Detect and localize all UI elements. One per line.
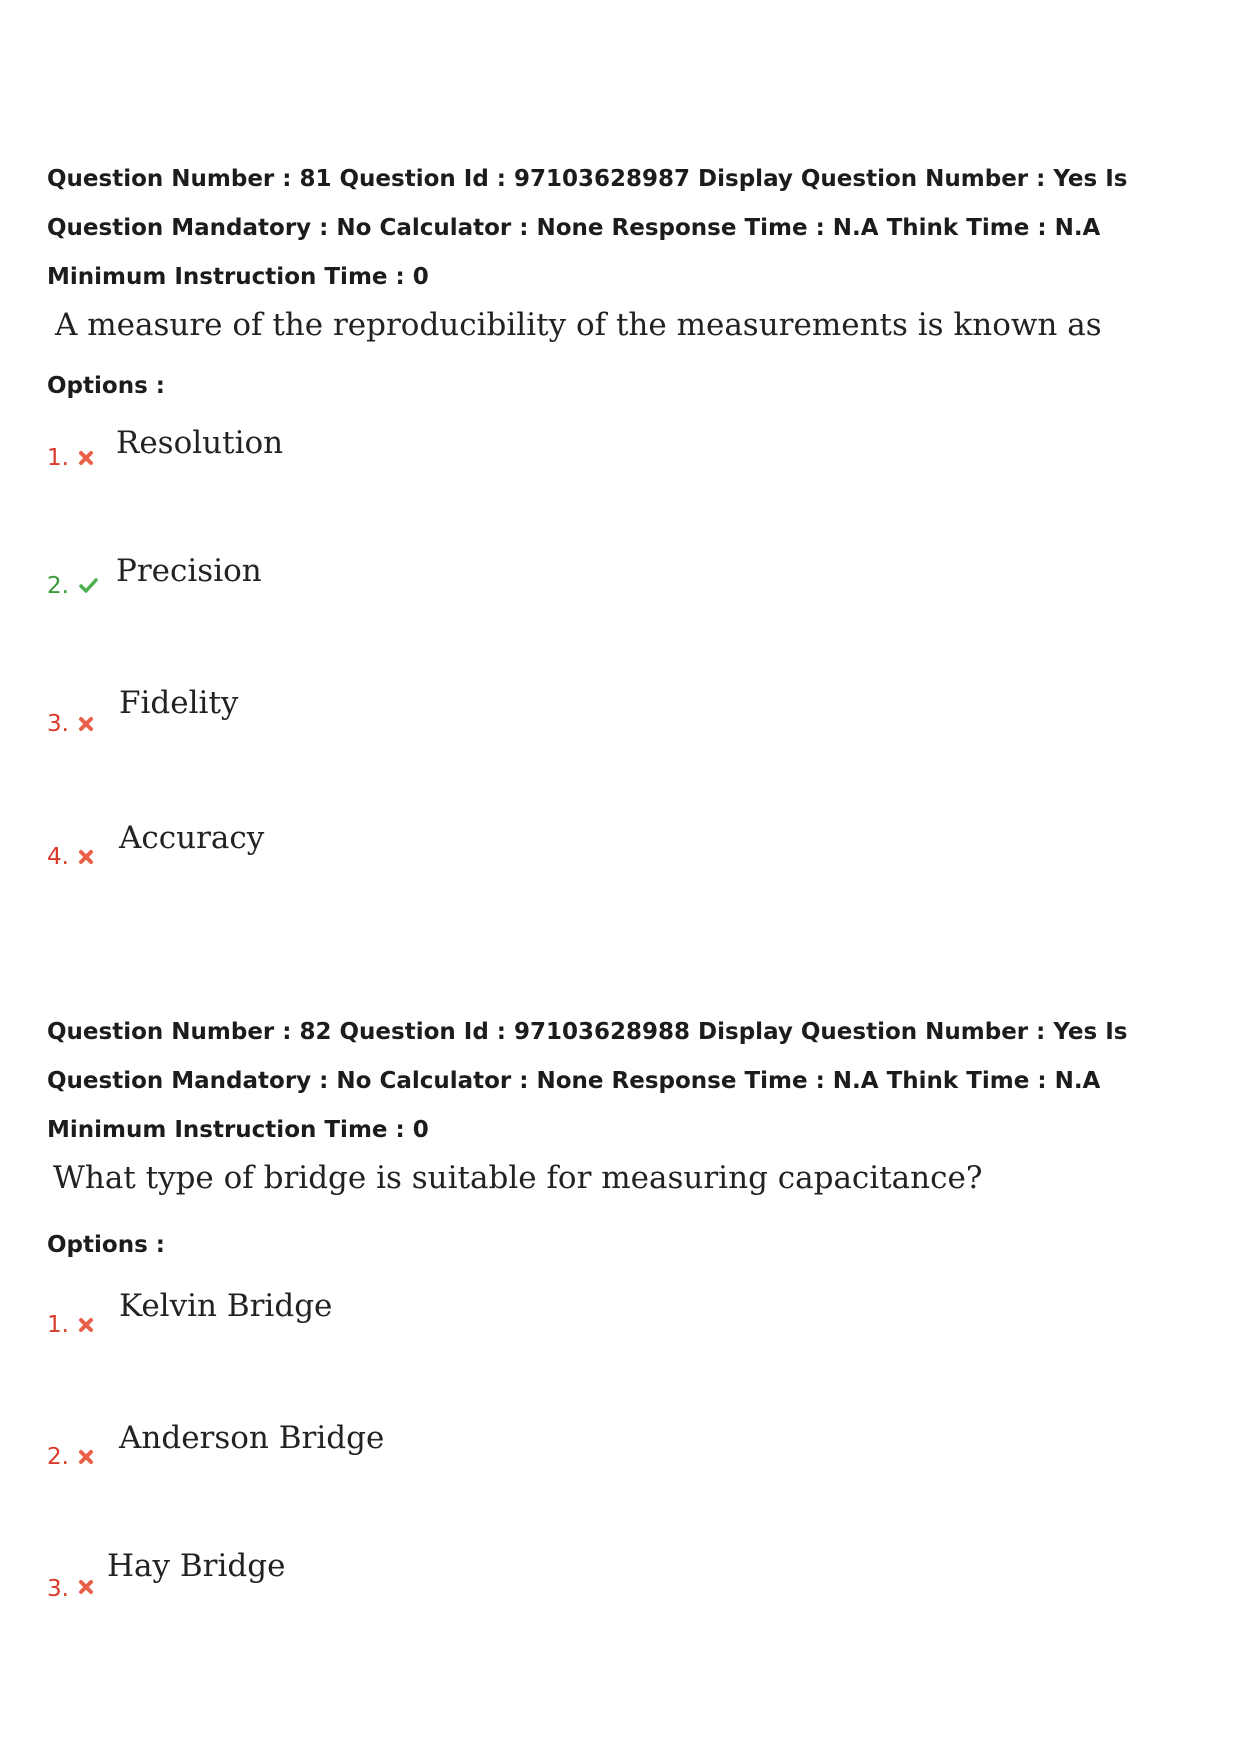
option-1[interactable] [47, 425, 747, 485]
option-text: Kelvin Bridge [119, 1288, 333, 1324]
cross-icon [77, 1448, 95, 1466]
question-block-81 [47, 155, 1217, 895]
options-label: Options : [47, 1232, 165, 1258]
option-text: Anderson Bridge [119, 1420, 385, 1456]
option-number: 2. [47, 573, 69, 599]
options-label: Options : [47, 373, 165, 399]
option-text: Accuracy [119, 820, 265, 856]
option-text: Hay Bridge [107, 1548, 286, 1584]
option-number: 4. [47, 844, 69, 870]
cross-icon [77, 1316, 95, 1334]
option-number: 1. [47, 1312, 69, 1338]
option-text: Precision [116, 553, 262, 589]
option-2[interactable] [47, 1420, 747, 1480]
question-meta: Question Number : 81 Question Id : 97103628987 Display Question Number : Yes Is Question Mandatory : No Calculator : None Response Time : N.A Think Time : N.A Minimum Instruction Time : 0 [47, 166, 1128, 290]
option-number: 3. [47, 1576, 69, 1602]
cross-icon [77, 848, 95, 866]
option-3[interactable] [47, 685, 747, 745]
option-number: 2. [47, 1444, 69, 1470]
option-4[interactable] [47, 820, 747, 880]
option-2[interactable] [47, 553, 747, 613]
question-block-82 [47, 1008, 1217, 1628]
option-text: Resolution [116, 425, 284, 461]
cross-icon [77, 1578, 95, 1596]
question-stem: A measure of the reproducibility of the measurements is known as [55, 307, 1102, 343]
question-meta: Question Number : 82 Question Id : 97103628988 Display Question Number : Yes Is Question Mandatory : No Calculator : None Response Time : N.A Think Time : N.A Minimum Instruction Time : 0 [47, 1019, 1128, 1143]
option-3[interactable] [47, 1548, 747, 1608]
option-text: Fidelity [119, 685, 239, 721]
option-1[interactable] [47, 1288, 747, 1348]
option-number: 3. [47, 711, 69, 737]
cross-icon [77, 715, 95, 733]
question-stem: What type of bridge is suitable for measuring capacitance? [53, 1160, 983, 1196]
cross-icon [77, 449, 95, 467]
check-icon [77, 577, 99, 595]
option-number: 1. [47, 445, 69, 471]
